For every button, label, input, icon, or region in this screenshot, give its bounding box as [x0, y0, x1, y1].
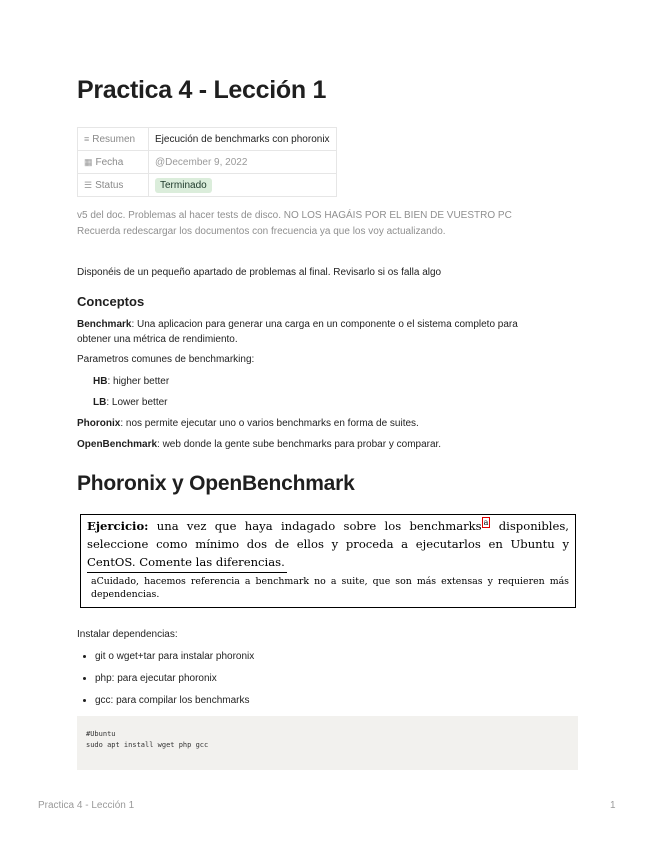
note-line: Recuerda redescargar los documentos con frecuencia ya que los voy actualizando. [77, 226, 446, 237]
hb-definition: : higher better [107, 376, 170, 387]
code-text: #Ubuntu sudo apt install wget php gcc [86, 730, 209, 749]
property-value: Ejecución de benchmarks con phoronix [149, 128, 337, 151]
page-title: Practica 4 - Lección 1 [77, 76, 327, 104]
phoronix-definition: : nos permite ejecutar uno o varios benchmarks en forma de suites. [120, 418, 419, 429]
property-key [78, 128, 149, 151]
exercise-text [87, 517, 569, 571]
footnote-link[interactable]: a [483, 518, 489, 528]
openbenchmark-definition: : web donde la gente sube benchmarks para probar y comparar. [157, 439, 442, 450]
conceptos-heading: Conceptos [77, 294, 145, 309]
status-badge: Terminado [155, 178, 212, 193]
openbenchmark-term: OpenBenchmark [77, 439, 158, 450]
benchmark-definition-cont: obtener una métrica de rendimiento. [77, 334, 238, 345]
benchmark-definition: : Una aplicacion para generar una carga en un componente o el sistema completo para [131, 319, 518, 330]
property-row [78, 174, 337, 197]
exercise-text-start: una vez que haya indagado sobre los benchmarks [148, 519, 482, 533]
benchmark-term: Benchmark [77, 319, 132, 330]
property-key-label: Fecha [95, 156, 124, 168]
lb-term: LB [93, 397, 107, 408]
property-row [78, 151, 337, 174]
lb-item [93, 396, 168, 410]
exercise-text-end: disponibles, seleccione como mínimo dos de ellos y proceda a ejecutarlos en Ubuntu y CentOS. Comente las diferencias. [87, 519, 569, 569]
list-item: • gcc: para compilar los benchmarks [95, 690, 254, 712]
exercise-footnote: aCuidado, hacemos referencia a benchmark no a suite, que son más extensas y requieren más dependencias. [91, 576, 569, 600]
note-line: v5 del doc. Problemas al hacer tests de disco. NO LOS HAGÁIS POR EL BIEN DE VUESTRO PC [77, 210, 512, 221]
benchmark-paragraph [77, 317, 577, 347]
exercise-label: Ejercicio: [87, 519, 149, 533]
lb-definition: : Lower better [106, 397, 168, 408]
text-lines-icon: ≡ [84, 133, 90, 144]
section-heading: Phoronix y OpenBenchmark [77, 472, 355, 495]
phoronix-term: Phoronix [77, 418, 121, 429]
hb-term: HB [93, 376, 108, 387]
property-key-label: Resumen [92, 133, 136, 145]
parametros-paragraph: Parametros comunes de benchmarking: [77, 354, 255, 365]
property-key [78, 151, 149, 174]
property-key-label: Status [95, 179, 124, 191]
property-key [78, 174, 149, 197]
deps-list [77, 646, 254, 712]
page-number: 1 [610, 800, 616, 811]
properties-table [77, 127, 337, 197]
code-block [77, 716, 578, 770]
exercise-box [80, 514, 576, 608]
property-row [78, 128, 337, 151]
list-item: • php: para ejecutar phoronix [95, 668, 254, 690]
footer-title: Practica 4 - Lección 1 [38, 800, 135, 811]
doc-notes [77, 208, 512, 240]
list-item: • git o wget+tar para instalar phoronix [95, 646, 254, 668]
list-icon: ☰ [84, 179, 93, 190]
hb-item [93, 375, 169, 389]
footnote-rule [87, 572, 287, 573]
property-value-date: @December 9, 2022 [149, 151, 337, 174]
calendar-icon: ▦ [84, 156, 93, 167]
property-value [149, 174, 337, 197]
intro-paragraph: Disponéis de un pequeño apartado de problemas al final. Revisarlo si os falla algo [77, 267, 442, 278]
deps-intro: Instalar dependencias: [77, 629, 178, 640]
openbenchmark-paragraph [77, 438, 441, 452]
phoronix-paragraph [77, 417, 419, 431]
